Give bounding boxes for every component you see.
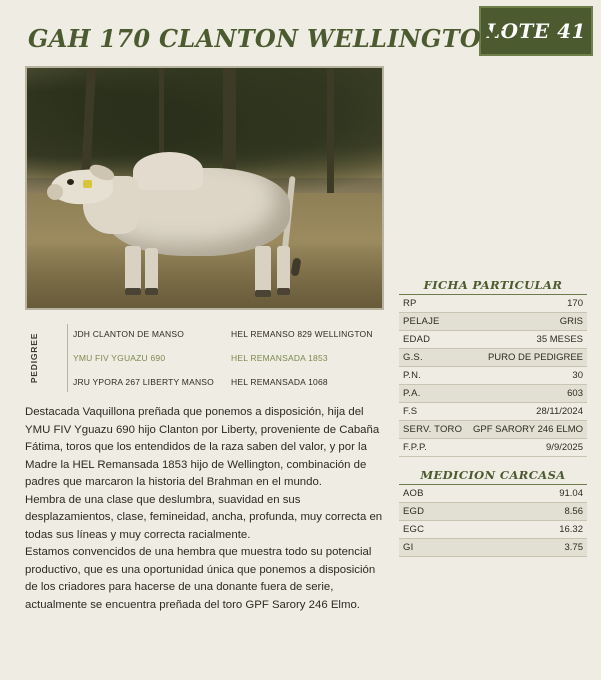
row-value: 9/9/2025 [467, 439, 587, 457]
table-row [399, 539, 587, 557]
medicion-carcasa-table [399, 485, 587, 557]
row-value: 8.56 [489, 503, 587, 521]
table-row [399, 385, 587, 403]
row-key: AOB [399, 485, 489, 503]
pedigree-item: HEL REMANSADA 1853 [231, 353, 328, 363]
table-row [399, 521, 587, 539]
cow-hoof [125, 288, 141, 295]
table-row [399, 403, 587, 421]
cow-hoof [255, 290, 271, 297]
row-value: PURO DE PEDIGREE [467, 349, 587, 367]
table-row [399, 421, 587, 439]
cow-leg [255, 246, 271, 294]
pedigree-side-label [25, 322, 43, 394]
description-paragraph: Estamos convencidos de una hembra que muestra todo su potencial productivo, que es una oportunidad única que ponemos a disposición de los criadores para hacerse de una donante fuera de serie, actualmente se encuentra preñada del toro GPF Sarory 246 Elmo. [25, 546, 376, 611]
table-row [399, 503, 587, 521]
pedigree-item: HEL REMANSO 829 WELLINGTON [231, 329, 373, 339]
row-value: 30 [467, 367, 587, 385]
table-row [399, 331, 587, 349]
cow-hump [133, 152, 203, 190]
row-value: 170 [467, 295, 587, 313]
row-key: EGD [399, 503, 489, 521]
cow-hoof [277, 288, 290, 295]
row-value: 35 MESES [467, 331, 587, 349]
row-key: P.N. [399, 367, 467, 385]
pedigree-item: YMU FIV YGUAZU 690 [73, 353, 166, 363]
cow-leg [145, 248, 158, 292]
pedigree-label-text: PEDIGREE [29, 332, 40, 384]
row-key: EDAD [399, 331, 467, 349]
ficha-particular-panel [399, 278, 587, 457]
pedigree-item: JRU YPORA 267 LIBERTY MANSO [73, 377, 214, 387]
lot-number-label: LOTE 41 [486, 19, 586, 43]
brahman-cow-figure [45, 146, 345, 296]
description-paragraph: Destacada Vaquillona preñada que ponemos a disposición, hija del YMU FIV Yguazu 690 hijo Clanton por Liberty, proveniente de Cabaña Fátima, toros que los entendidos de la raza saben del valor, y por la Madre la HEL Remansada 1853 hijo de Wellington, combinación de padres que marcaron la historia del Brahman en el mundo. [25, 406, 380, 488]
ficha-particular-table [399, 295, 587, 457]
medicion-carcasa-title: MEDICION CARCASA [399, 468, 587, 485]
pedigree-sire-column [73, 322, 233, 394]
pedigree-dam-column [231, 322, 391, 394]
cow-eye [67, 179, 74, 185]
description-paragraph: Hembra de una clase que deslumbra, suavidad en sus desplazamientos, clase, femineidad, ancha, profunda, muy correcta en todas sus líneas y muy correcta racialmente. [25, 493, 383, 541]
row-value: 3.75 [489, 539, 587, 557]
row-key: F.P.P. [399, 439, 467, 457]
table-row [399, 485, 587, 503]
ficha-particular-title: FICHA PARTICULAR [399, 278, 587, 295]
row-key: RP [399, 295, 467, 313]
row-value: 28/11/2024 [467, 403, 587, 421]
cow-ear-tag [83, 180, 92, 188]
row-value: GPF SARORY 246 ELMO [467, 421, 587, 439]
table-row [399, 439, 587, 457]
row-key: EGC [399, 521, 489, 539]
table-row [399, 367, 587, 385]
cow-leg [125, 246, 141, 292]
row-value: 16.32 [489, 521, 587, 539]
table-row [399, 313, 587, 331]
pedigree-columns [49, 322, 381, 394]
row-value: 603 [467, 385, 587, 403]
pedigree-block [25, 322, 381, 394]
description-block [25, 404, 385, 614]
row-key: SERV. TORO [399, 421, 467, 439]
row-key: PELAJE [399, 313, 467, 331]
pedigree-item: HEL REMANSADA 1068 [231, 377, 328, 387]
row-key: GI [399, 539, 489, 557]
table-row [399, 349, 587, 367]
row-value: 91.04 [489, 485, 587, 503]
pedigree-item: JDH CLANTON DE MANSO [73, 329, 185, 339]
cow-hoof [145, 288, 158, 295]
cow-tail-tip [290, 257, 301, 276]
row-key: F.S [399, 403, 467, 421]
table-row [399, 295, 587, 313]
cow-muzzle [47, 184, 63, 200]
cow-leg [277, 246, 290, 292]
animal-photo [25, 66, 384, 310]
page-title: GAH 170 CLANTON WELLINGTON [28, 24, 504, 53]
row-key: G.S. [399, 349, 467, 367]
pedigree-divider [67, 324, 68, 392]
medicion-carcasa-panel [399, 468, 587, 557]
row-key: P.A. [399, 385, 467, 403]
row-value: GRIS [467, 313, 587, 331]
